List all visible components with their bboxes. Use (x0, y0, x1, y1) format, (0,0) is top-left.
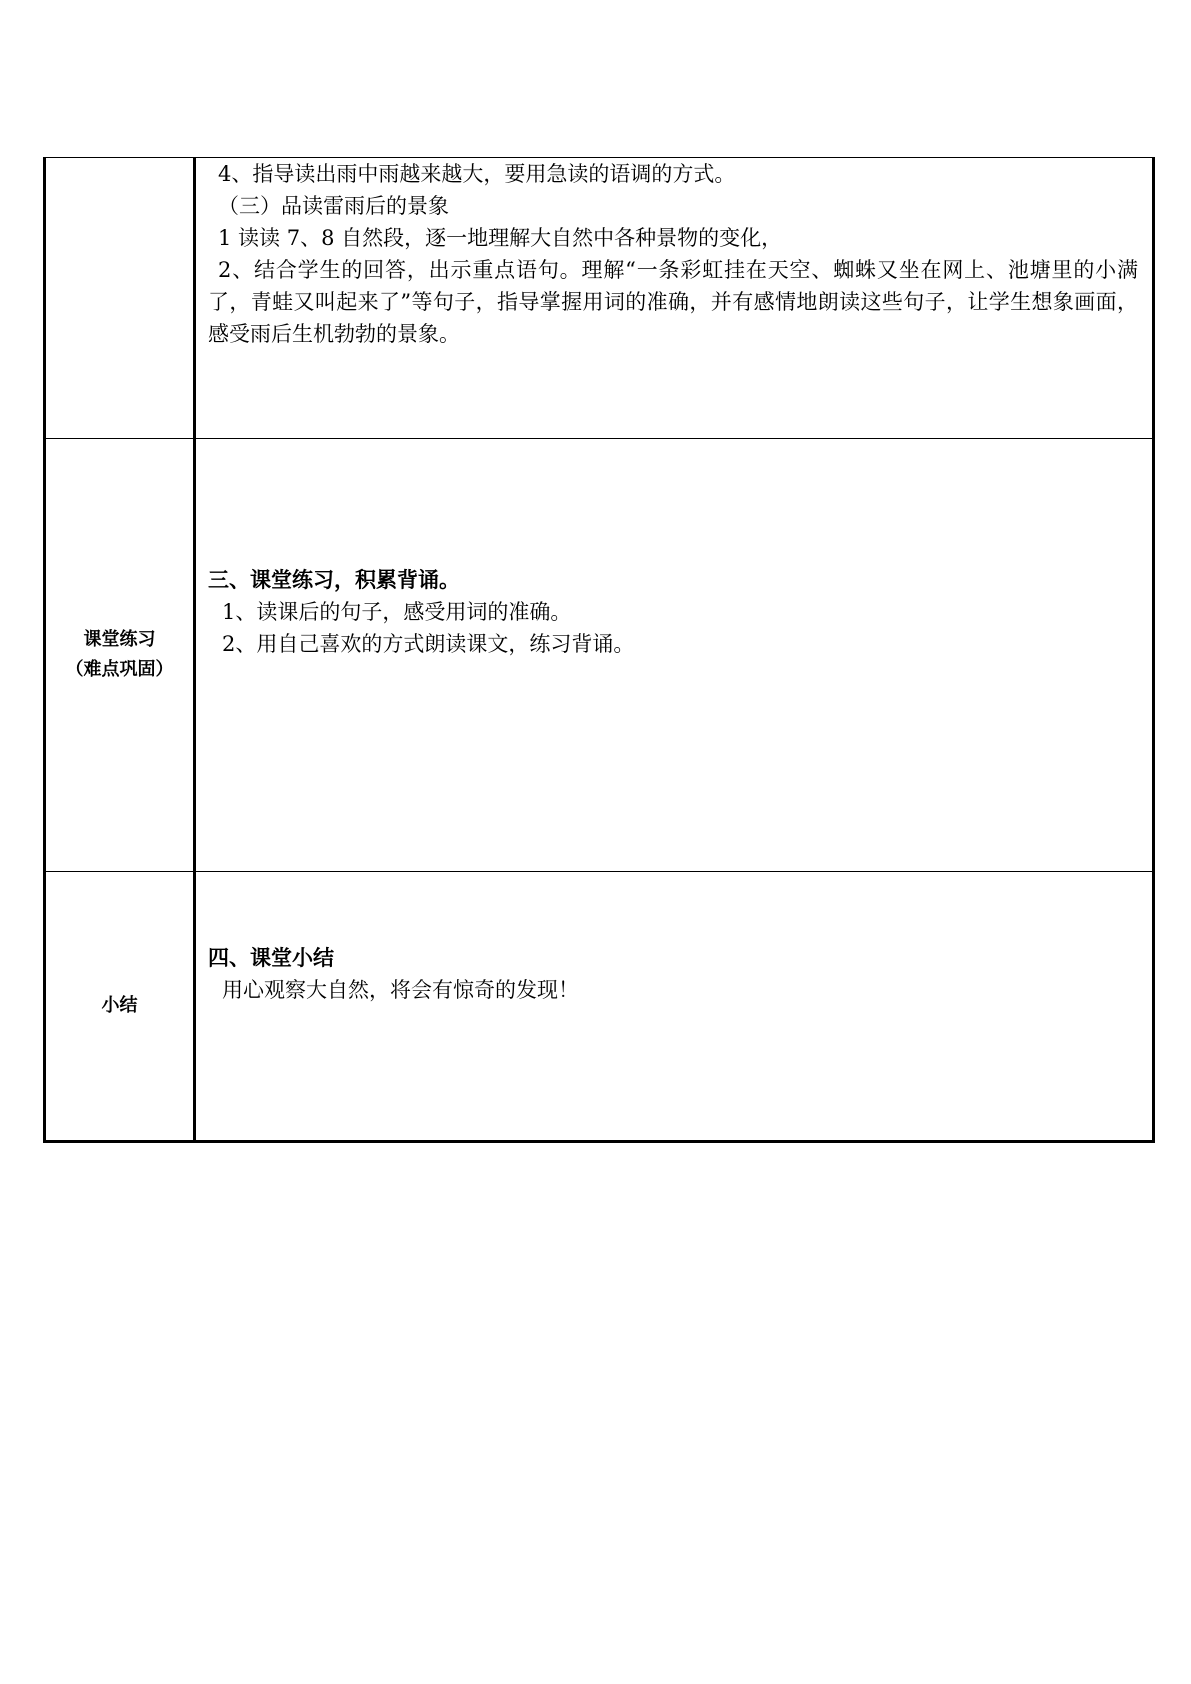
row-label-cell (45, 158, 195, 439)
table-row (45, 158, 1154, 439)
section-heading: 四、课堂小结 (208, 946, 334, 970)
row-label: 课堂练习 (83, 629, 156, 650)
content-line: （三）品读雷雨后的景象 (218, 194, 449, 218)
section-heading: 三、课堂练习，积累背诵。 (208, 568, 460, 592)
content-paragraph: 2、结合学生的回答，出示重点语句。理解“一条彩虹挂在天空、蜘蛛又坐在网上、池塘里的小满了，青蛙又叫起来了”等句子，指导掌握用词的准确，并有感情地朗读这些句子，让学生想象画面，感受雨后生机勃勃的景象。 (208, 258, 1138, 346)
content-line: 4、指导读出雨中雨越来越大，要用急读的语调的方式。 (218, 162, 736, 186)
content-line: 2、用自己喜欢的方式朗读课文，练习背诵。 (222, 632, 635, 656)
row-content-cell (195, 872, 1154, 1142)
row-label-cell (45, 439, 195, 872)
content-line: 1、读课后的句子，感受用词的准确。 (222, 600, 572, 624)
content-line: 用心观察大自然，将会有惊奇的发现！ (222, 978, 579, 1002)
table-row (45, 872, 1154, 1142)
row-content-cell (195, 158, 1154, 439)
row-label: 小结 (101, 995, 138, 1016)
lesson-plan-table (43, 157, 1155, 1143)
content-line: 1 读读 7、8 自然段，逐一地理解大自然中各种景物的变化， (218, 226, 783, 250)
table-row (45, 439, 1154, 872)
row-label-cell (45, 872, 195, 1142)
row-label-sub: （难点巩固） (65, 659, 174, 680)
row-content-cell (195, 439, 1154, 872)
